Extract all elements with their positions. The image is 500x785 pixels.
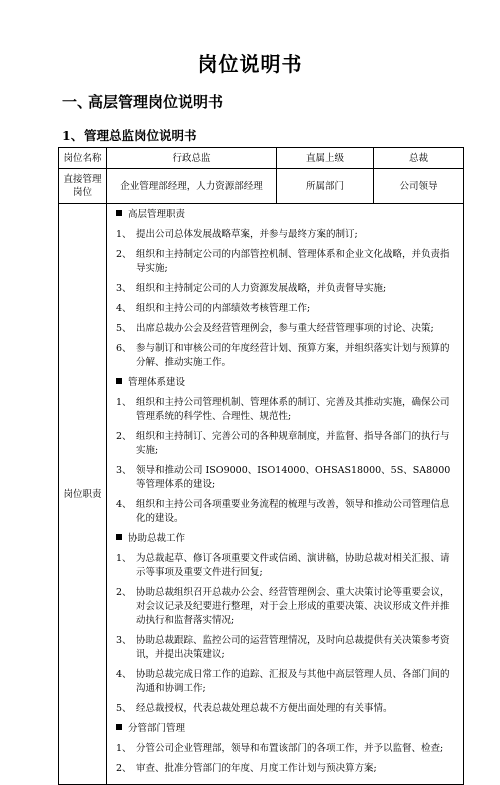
duty-item-number: 3、 bbox=[116, 465, 132, 476]
duty-item-text: 协助总裁完成日常工作的追踪、汇报及与其他中高层管理人员、各部门间的沟通和协调工作; bbox=[136, 669, 450, 694]
duty-item bbox=[113, 342, 457, 370]
square-bullet-icon bbox=[116, 724, 122, 730]
section-number: 一、 bbox=[62, 93, 93, 111]
duty-item-number: 1、 bbox=[116, 397, 132, 408]
duty-item-text: 提出公司总体发展战略草案，并参与最终方案的制订; bbox=[136, 229, 358, 240]
managed-positions-value: 企业管理部经理，人力资源部经理 bbox=[107, 169, 277, 204]
subsection-title: 管理总监岗位说明书 bbox=[84, 128, 197, 143]
duty-item bbox=[113, 430, 457, 458]
duties-label: 岗位职责 bbox=[59, 204, 107, 785]
duty-item-text: 为总裁起草、修订各项重要文件或信函、演讲稿，协助总裁对相关汇报、请示等事项及重要文件进行回复; bbox=[136, 553, 450, 578]
duty-item-text: 经总裁授权，代表总裁处理总裁不方便出面处理的有关事情。 bbox=[136, 703, 393, 714]
duties-content bbox=[107, 204, 464, 785]
duty-group-heading bbox=[113, 722, 457, 736]
managed-positions-label: 直接管理岗位 bbox=[59, 169, 107, 204]
duty-item-text: 分管公司企业管理部，领导和布置该部门的各项工作，并予以监督、检查; bbox=[136, 743, 444, 754]
duty-item-number: 4、 bbox=[116, 303, 132, 314]
duty-item-number: 2、 bbox=[116, 587, 132, 598]
duty-item bbox=[113, 322, 457, 336]
duty-item bbox=[113, 248, 457, 276]
duty-group-title: 协助总裁工作 bbox=[128, 533, 186, 544]
duty-group-title: 管理体系建设 bbox=[128, 377, 186, 388]
document-title: 岗位说明书 bbox=[197, 52, 303, 76]
duty-item bbox=[113, 228, 457, 242]
duty-item-text: 协助总裁组织召开总裁办公会、经营管理例会、重大决策讨论等重要会议，对会议记录及纪要进行整理，对于会上形成的重要决策、决议形成文件并推动执行和监督落实情况; bbox=[136, 587, 450, 626]
duty-group-heading bbox=[113, 532, 457, 546]
subsection-heading bbox=[62, 126, 197, 144]
table-row bbox=[59, 204, 464, 785]
duty-item-text: 组织和主持制订、完善公司的各种规章制度，并监督、指导各部门的执行与实施; bbox=[136, 431, 450, 456]
department-label: 所属部门 bbox=[277, 169, 374, 204]
duty-item-number: 6、 bbox=[116, 343, 132, 354]
duty-item-number: 2、 bbox=[116, 763, 132, 774]
duty-item-text: 审查、批准分管部门的年度、月度工作计划与预决算方案; bbox=[136, 763, 377, 774]
duty-item bbox=[113, 302, 457, 316]
duty-item-number: 4、 bbox=[116, 669, 132, 680]
duty-item-number: 1、 bbox=[116, 229, 132, 240]
duty-item bbox=[113, 396, 457, 424]
duty-item bbox=[113, 702, 457, 716]
duty-item-number: 5、 bbox=[116, 703, 132, 714]
duty-item-text: 组织和主持制定公司的内部管控机制、管理体系和企业文化战略，并负责指导实施; bbox=[136, 249, 450, 274]
duty-item bbox=[113, 552, 457, 580]
duty-item bbox=[113, 464, 457, 492]
duty-item bbox=[113, 668, 457, 696]
supervisor-value: 总裁 bbox=[374, 148, 464, 169]
square-bullet-icon bbox=[116, 534, 122, 540]
position-name-value: 行政总监 bbox=[107, 148, 277, 169]
duty-item-text: 组织和主持公司各项重要业务流程的梳理与改善，领导和推动公司管理信息化的建设。 bbox=[136, 499, 450, 524]
position-name-label: 岗位名称 bbox=[59, 148, 107, 169]
duty-item-number: 1、 bbox=[116, 553, 132, 564]
duty-item-text: 参与制订和审核公司的年度经营计划、预算方案，并组织落实计划与预算的分解、推动实施工作。 bbox=[136, 343, 450, 368]
table-row bbox=[59, 148, 464, 169]
duty-item bbox=[113, 634, 457, 662]
duty-item bbox=[113, 586, 457, 628]
duty-item-number: 2、 bbox=[116, 249, 132, 260]
table-row bbox=[59, 169, 464, 204]
duty-item-number: 4、 bbox=[116, 499, 132, 510]
subsection-number: 1、 bbox=[62, 128, 84, 143]
square-bullet-icon bbox=[116, 378, 122, 384]
square-bullet-icon bbox=[116, 210, 122, 216]
duty-item-text: 组织和主持公司的内部绩效考核管理工作; bbox=[136, 303, 311, 314]
duty-group-heading bbox=[113, 208, 457, 222]
duty-item-text: 协助总裁跟踪、监控公司的运营管理情况，及时向总裁提供有关决策参考资讯，并提出决策建议; bbox=[136, 635, 450, 660]
section-heading bbox=[62, 91, 223, 112]
duty-item bbox=[113, 762, 457, 776]
duty-item bbox=[113, 742, 457, 756]
duty-item-number: 2、 bbox=[116, 431, 132, 442]
section-title: 高层管理岗位说明书 bbox=[88, 93, 224, 111]
supervisor-label: 直属上级 bbox=[277, 148, 374, 169]
duty-item-text: 组织和主持公司管理机制、管理体系的制订、完善及其推动实施，确保公司管理系统的科学性、合理性、规范性; bbox=[136, 397, 450, 422]
duty-group-heading bbox=[113, 376, 457, 390]
duty-group-title: 分管部门管理 bbox=[128, 723, 186, 734]
duty-item-text: 组织和主持制定公司的人力资源发展战略，并负责督导实施; bbox=[136, 283, 387, 294]
department-value: 公司领导 bbox=[374, 169, 464, 204]
duty-item-number: 3、 bbox=[116, 635, 132, 646]
duty-item-text: 出席总裁办公会及经营管理例会，参与重大经营管理事项的讨论、决策; bbox=[136, 323, 434, 334]
duty-item-number: 1、 bbox=[116, 743, 132, 754]
duty-group-title: 高层管理职责 bbox=[128, 209, 186, 220]
duty-item-text: 领导和推动公司 ISO9000、ISO14000、OHSAS18000、5S、SA8000 等管理体系的建设; bbox=[136, 465, 451, 490]
duty-item bbox=[113, 282, 457, 296]
duty-item bbox=[113, 498, 457, 526]
duty-item-number: 5、 bbox=[116, 323, 132, 334]
duty-item-number: 3、 bbox=[116, 283, 132, 294]
job-description-table bbox=[58, 147, 464, 785]
